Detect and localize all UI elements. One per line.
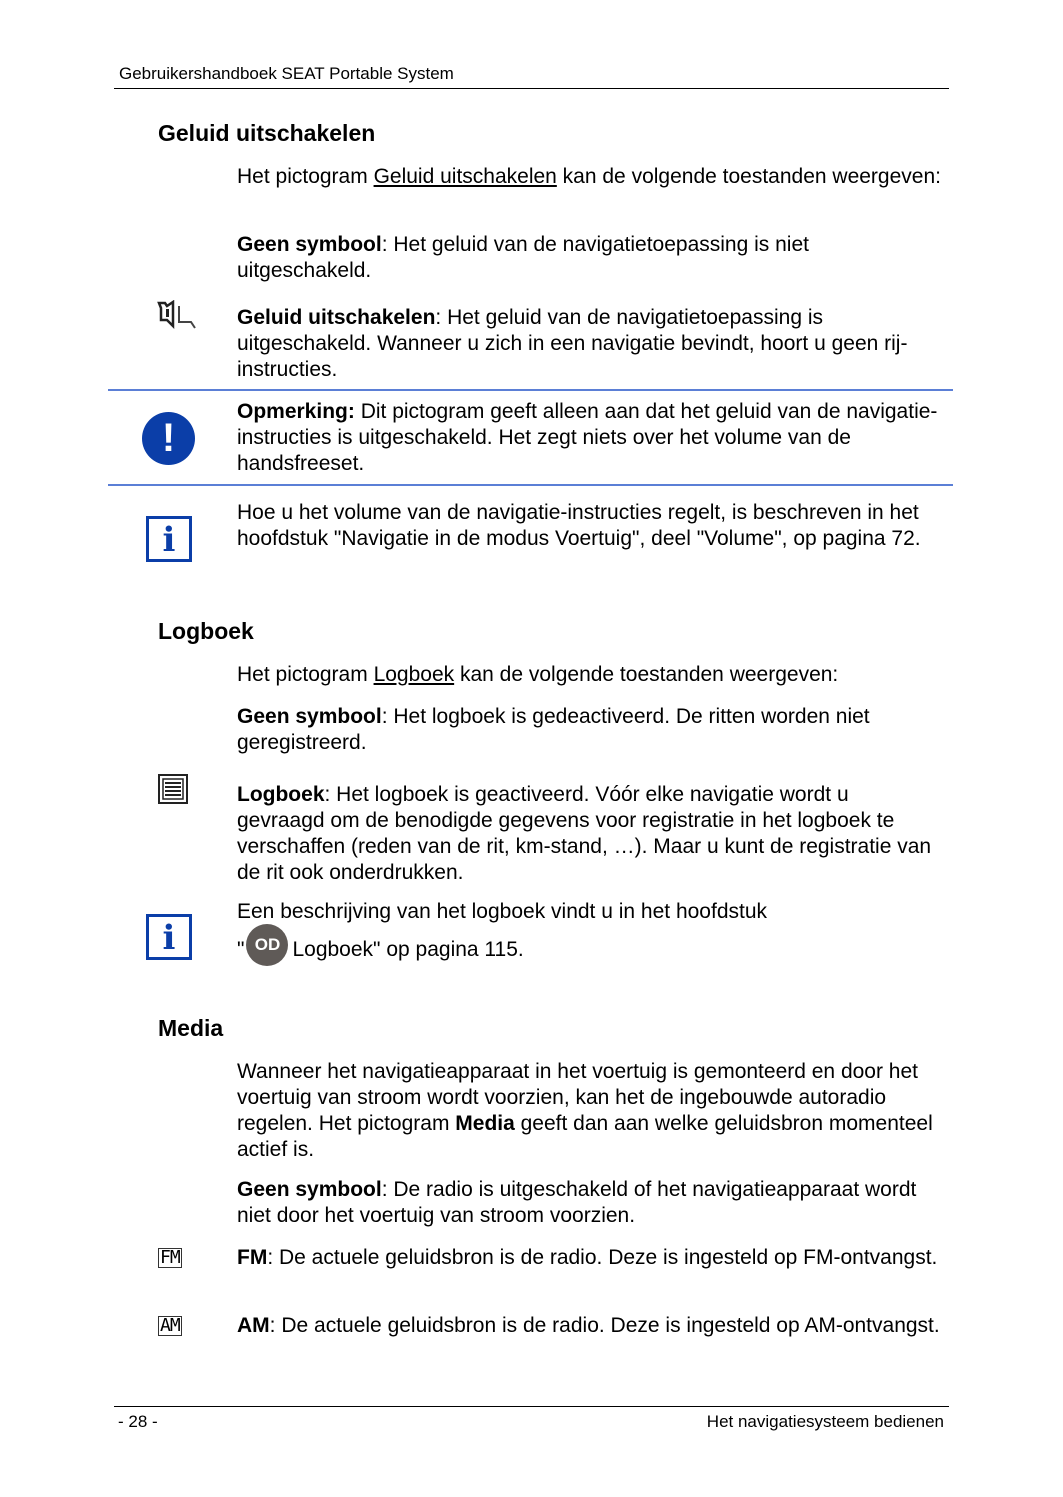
- logbook-icon: [158, 774, 188, 804]
- page-header: Gebruikershandboek SEAT Portable System: [119, 64, 454, 83]
- text: geeft dan aan welke geluidsbron momenteel actief is.: [237, 1112, 933, 1161]
- paragraph: [237, 305, 942, 383]
- term: Media: [455, 1112, 515, 1135]
- text: : Het geluid van de navigatietoepassing is niet uitgeschakeld.: [237, 233, 809, 282]
- text: : Het logboek is gedeactiveerd. De ritten worden niet geregistreerd.: [237, 705, 870, 754]
- term: Geen symbool: [237, 1178, 382, 1201]
- text: ": [237, 938, 245, 961]
- text: Een beschrijving van het logboek vindt u in het hoofdstuk: [237, 900, 768, 923]
- paragraph: [237, 1059, 942, 1163]
- mute-speaker-icon: [157, 300, 197, 330]
- paragraph: [237, 1245, 942, 1271]
- paragraph: [237, 782, 942, 886]
- info-icon: i: [146, 516, 192, 562]
- text: Logboek" op pagina 115.: [292, 938, 524, 961]
- term-link: Logboek: [373, 663, 455, 686]
- am-icon: AM: [160, 1315, 180, 1336]
- term: Logboek: [237, 783, 325, 806]
- term: Geen symbool: [237, 233, 382, 256]
- text: Het pictogram: [237, 165, 374, 188]
- section-heading-media: Media: [158, 1015, 224, 1041]
- note-paragraph: [237, 399, 942, 477]
- page-number: - 28 -: [118, 1412, 158, 1431]
- footer-rule: [114, 1406, 949, 1407]
- text: Dit pictogram geeft alleen aan dat het geluid van de navigatie-instructies is uitgeschakeld. Het zegt niets over het volume van de handsfreeset.: [237, 400, 938, 475]
- text: kan de volgende toestanden weergeven:: [556, 165, 941, 188]
- paragraph: [237, 232, 942, 284]
- text: : De radio is uitgeschakeld of het navigatieapparaat wordt niet door het voertuig van stroom voorzien.: [237, 1178, 917, 1227]
- header-rule: [114, 88, 949, 89]
- fm-icon: FM: [160, 1247, 180, 1268]
- od-badge-icon: OD: [246, 924, 288, 966]
- section-heading-logbook: Logboek: [158, 618, 254, 644]
- term: AM: [237, 1314, 270, 1337]
- text: Wanneer het navigatieapparaat in het voertuig is gemonteerd en door het voertuig van stroom wordt voorzien, kan het de ingebouwde autoradio regelen. Het pictogram: [237, 1060, 919, 1135]
- text: : Het geluid van de navigatietoepassing is uitgeschakeld. Wanneer u zich in een navigatie bevindt, hoort u geen rij-instructies.: [237, 306, 908, 381]
- paragraph: [237, 662, 942, 688]
- exclamation-icon: !: [142, 412, 195, 465]
- text: : Het logboek is geactiveerd. Vóór elke navigatie wordt u gevraagd om de benodigde gegevens voor registratie in het logboek te verschaffen (reden van de rit, km-stand, …). Maar u kunt de registratie van de rit ook onderdrukken.: [237, 783, 932, 884]
- section-heading-mute: Geluid uitschakelen: [158, 120, 376, 146]
- paragraph: [237, 164, 942, 190]
- note-divider: [108, 484, 953, 486]
- footer-section: Het navigatiesysteem bedienen: [706, 1412, 944, 1431]
- term: Geen symbool: [237, 705, 382, 728]
- paragraph: [237, 704, 942, 756]
- text: : De actuele geluidsbron is de radio. Deze is ingesteld op FM-ontvangst.: [267, 1246, 938, 1269]
- term: Geluid uitschakelen: [237, 306, 436, 329]
- text: Het pictogram: [237, 663, 374, 686]
- info-paragraph: [237, 900, 942, 966]
- term: FM: [237, 1246, 268, 1269]
- paragraph: [237, 1177, 942, 1229]
- text: : De actuele geluidsbron is de radio. Deze is ingesteld op AM-ontvangst.: [269, 1314, 940, 1337]
- text: kan de volgende toestanden weergeven:: [454, 663, 839, 686]
- info-icon: i: [146, 914, 192, 960]
- note-label: Opmerking:: [237, 400, 355, 423]
- note-divider: [108, 389, 953, 391]
- term-link: Geluid uitschakelen: [373, 165, 557, 188]
- info-paragraph: Hoe u het volume van de navigatie-instructies regelt, is beschreven in het hoofdstuk "Navigatie in de modus Voertuig", deel "Volume", op pagina 72.: [237, 501, 921, 550]
- paragraph: [237, 1313, 942, 1339]
